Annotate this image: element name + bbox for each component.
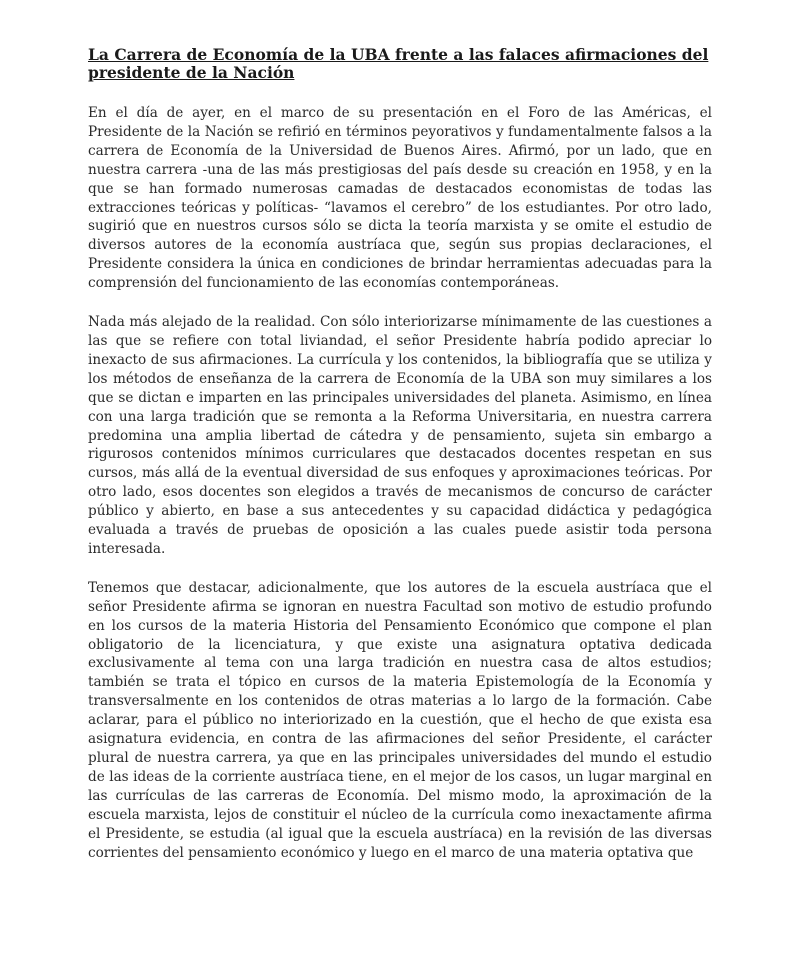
document-title: La Carrera de Economía de la UBA frente a las falaces afirmaciones del presidente de la Nación	[88, 45, 709, 82]
paragraph-3: Tenemos que destacar, adicionalmente, que los autores de la escuela austríaca que el señor Presidente afirma se ignoran en nuestra Facultad son motivo de estudio profundo en los cursos de la materia Historia del Pensamiento Económico que compone el plan obligatorio de la licenciatura, y que existe una asignatura optativa dedicada exclusivamente al tema con una larga tradición en nuestra casa de altos estudios; también se trata el tópico en cursos de la materia Epistemología de la Economía y transversalmente en los contenidos de otras materias a lo largo de la formación. Cabe aclarar, para el público no interiorizado en la cuestión, que el hecho de que exista esa asignatura evidencia, en contra de las afirmaciones del señor Presidente, el carácter plural de nuestra carrera, ya que en las principales universidades del mundo el estudio de las ideas de la corriente austríaca tiene, en el mejor de los casos, un lugar marginal en las currículas de las carreras de Economía. Del mismo modo, la aproximación de la escuela marxista, lejos de constituir el núcleo de la currícula como inexactamente afirma el Presidente, se estudia (al igual que la escuela austríaca) en la revisión de las diversas corrientes del pensamiento económico y luego en el marco de una materia optativa que	[88, 579, 712, 861]
document-body	[88, 46, 712, 882]
paragraph-2: Nada más alejado de la realidad. Con sólo interiorizarse mínimamente de las cuestiones a las que se refiere con total liviandad, el señor Presidente habría podido apreciar lo inexacto de sus afirmaciones. La currícula y los contenidos, la bibliografía que se utiliza y los métodos de enseñanza de la carrera de Economía de la UBA son muy similares a los que se dictan e imparten en las principales universidades del planeta. Asimismo, en línea con una larga tradición que se remonta a la Reforma Universitaria, en nuestra carrera predomina una amplia libertad de cátedra y de pensamiento, sujeta sin embargo a rigurosos contenidos mínimos curriculares que destacados docentes respetan en sus cursos, más allá de la eventual diversidad de sus enfoques y aproximaciones teóricas. Por otro lado, esos docentes son elegidos a través de mecanismos de concurso de carácter público y abierto, en base a sus antecedentes y su capacidad didáctica y pedagógica evaluada a través de pruebas de oposición a las cuales puede asistir toda persona interesada.	[88, 314, 712, 557]
paragraph-1: En el día de ayer, en el marco de su presentación en el Foro de las Américas, el Presidente de la Nación se refirió en términos peyorativos y fundamentalmente falsos a la carrera de Economía de la Universidad de Buenos Aires. Afirmó, por un lado, que en nuestra carrera -una de las más prestigiosas del país desde su creación en 1958, y en la que se han formado numerosas camadas de destacados economistas de todas las extracciones teóricas y políticas- “lavamos el cerebro” de los estudiantes. Por otro lado, sugirió que en nuestros cursos sólo se dicta la teoría marxista y se omite el estudio de diversos autores de la economía austríaca que, según sus propias declaraciones, el Presidente considera la única en condiciones de brindar herramientas adecuadas para la comprensión del funcionamiento de las economías contemporáneas.	[88, 105, 712, 292]
